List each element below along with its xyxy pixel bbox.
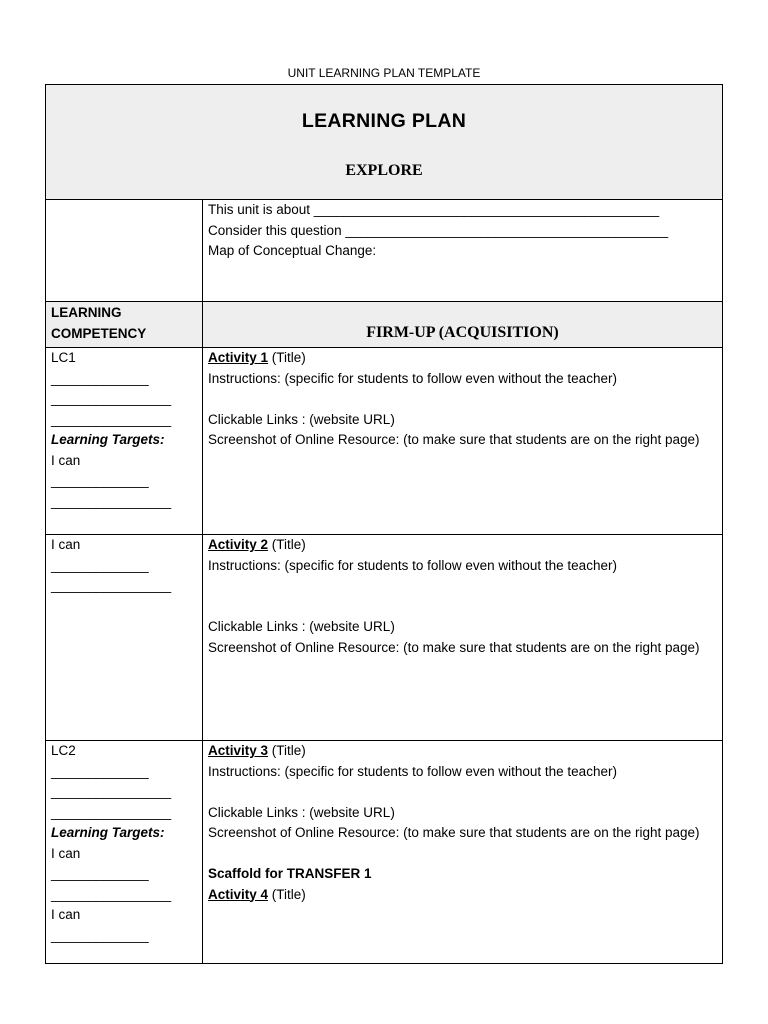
lc1-row-activity-1	[46, 348, 723, 535]
activity-3-label: Activity 3	[208, 743, 269, 758]
activity-3-links: Clickable Links : (website URL)	[208, 804, 395, 820]
i-can-label: I can	[51, 845, 81, 861]
blank-line: ________________	[51, 784, 172, 799]
explore-heading: EXPLORE	[345, 162, 423, 179]
blank-line: _____________	[51, 866, 149, 881]
conceptual-change-line: Map of Conceptual Change:	[208, 243, 377, 258]
lc-header-line-1: LEARNING	[51, 305, 122, 320]
lc2-row-activity-3	[46, 741, 723, 964]
lc1-cont-cell	[46, 535, 203, 741]
activity-1-label: Activity 1	[208, 350, 269, 365]
firm-up-title-cell	[203, 302, 723, 348]
blank-line: ________________	[51, 804, 172, 820]
activity-3-screenshot: Screenshot of Online Resource: (to make sure that students are on the right page)	[208, 825, 700, 840]
i-can-label: I can	[51, 452, 81, 468]
intro-row	[46, 200, 723, 302]
blank-line: _____________	[51, 927, 149, 943]
blank-line: _____________	[51, 473, 149, 488]
learning-targets-label: Learning Targets:	[51, 825, 165, 840]
spacer	[208, 597, 717, 618]
activity-1-links: Clickable Links : (website URL)	[208, 411, 395, 427]
activity-3-instructions: Instructions: (specific for students to follow even without the teacher)	[208, 763, 617, 779]
firm-up-title: FIRM-UP (ACQUISITION)	[366, 324, 559, 341]
lc2-label: LC2	[51, 743, 76, 758]
activity-1-screenshot: Screenshot of Online Resource: (to make sure that students are on the right page)	[208, 432, 700, 447]
blank-line: _____________	[51, 557, 149, 573]
i-can-label: I can	[51, 537, 81, 552]
title-row	[46, 85, 723, 200]
lc1-cell	[46, 348, 203, 535]
plan-title: LEARNING PLAN	[301, 110, 467, 132]
intro-left-cell	[46, 200, 203, 302]
activity-1-title	[208, 348, 717, 369]
activity-1-suffix: (Title)	[268, 350, 306, 365]
activity-2-instructions: Instructions: (specific for students to follow even without the teacher)	[208, 557, 617, 573]
spacer	[208, 782, 717, 803]
title-cell	[46, 85, 723, 200]
activity-2-title	[208, 535, 717, 556]
activity-2-screenshot: Screenshot of Online Resource: (to make sure that students are on the right page)	[208, 639, 700, 655]
activity-2-cell	[203, 535, 723, 741]
intro-right-cell	[203, 200, 723, 302]
blank-line: ________________	[51, 391, 172, 406]
blank-line: _____________	[51, 370, 149, 386]
activity-1-cell	[203, 348, 723, 535]
lc-header-line-2: COMPETENCY	[51, 325, 147, 341]
blank-line: ________________	[51, 411, 172, 427]
lc1-row-activity-2	[46, 535, 723, 741]
activity-4-suffix: (Title)	[268, 886, 306, 902]
activity-3-cell	[203, 741, 723, 964]
activity-1-instructions: Instructions: (specific for students to follow even without the teacher)	[208, 370, 617, 386]
activity-4-title	[208, 885, 717, 906]
i-can-label: I can	[51, 907, 81, 922]
lc1-label: LC1	[51, 350, 76, 365]
activity-3-suffix: (Title)	[268, 743, 306, 758]
activity-2-label: Activity 2	[208, 537, 269, 552]
activity-4-label: Activity 4	[208, 886, 269, 902]
spacer	[208, 389, 717, 410]
blank-line: _____________	[51, 763, 149, 779]
learning-targets-label: Learning Targets:	[51, 432, 165, 447]
spacer	[208, 576, 717, 597]
consider-question-line: Consider this question ___________________________________________	[208, 222, 669, 238]
activity-3-title	[208, 741, 717, 762]
spacer	[208, 844, 717, 865]
unit-about-line: This unit is about ______________________________________________	[208, 202, 660, 217]
scaffold-heading: Scaffold for TRANSFER 1	[208, 866, 372, 881]
firm-up-header-row	[46, 302, 723, 348]
blank-line: ________________	[51, 493, 172, 509]
learning-plan-table	[45, 84, 723, 964]
activity-2-suffix: (Title)	[268, 537, 306, 552]
template-header: UNIT LEARNING PLAN TEMPLATE	[287, 66, 481, 80]
blank-line: ________________	[51, 886, 172, 902]
lc2-cell	[46, 741, 203, 964]
learning-competency-header	[46, 302, 203, 348]
blank-line: ________________	[51, 578, 172, 593]
activity-2-links: Clickable Links : (website URL)	[208, 619, 395, 634]
